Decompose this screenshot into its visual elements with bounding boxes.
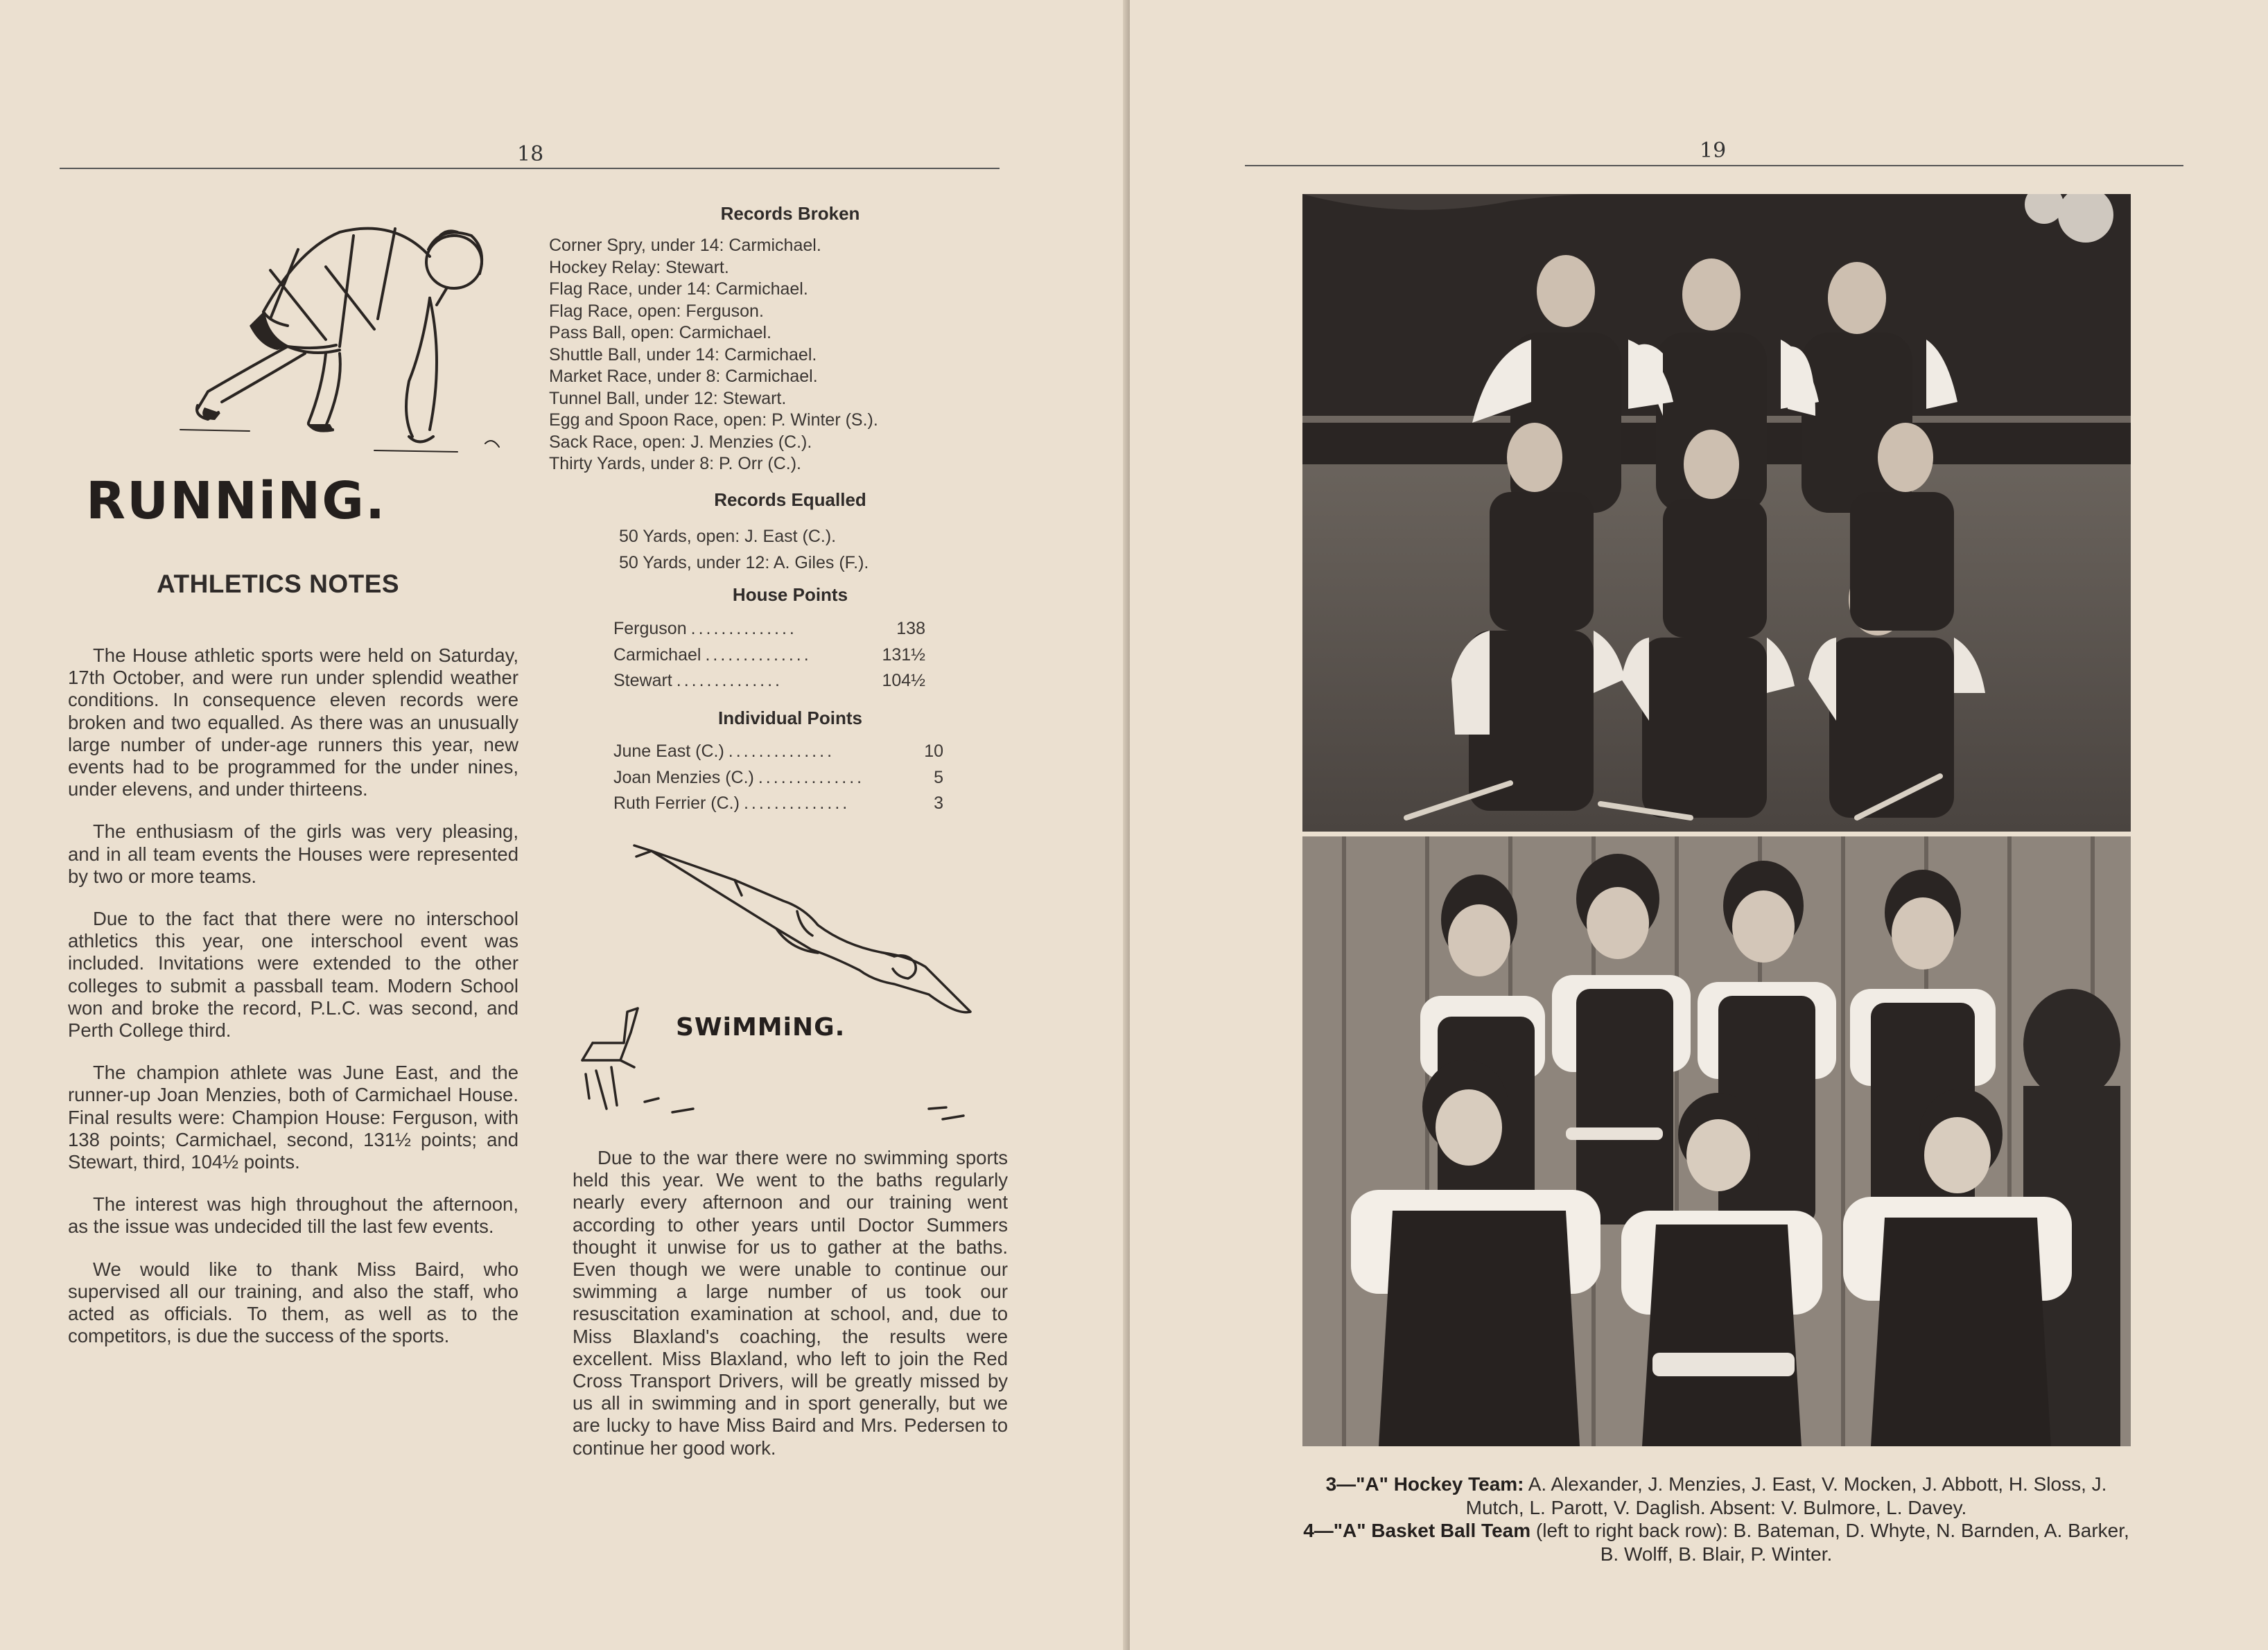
- caption-4-text: (left to right back row): B. Bateman, D. Whyte, N. Barnden, A. Barker, B. Wolff, B. Blair, P. Winter.: [1535, 1520, 2129, 1565]
- house-points-value: 138: [896, 619, 925, 638]
- list-item: Hockey Relay: Stewart.: [549, 257, 729, 277]
- athlete-points: 5: [934, 767, 943, 787]
- list-item: Flag Race, under 14: Carmichael.: [549, 279, 808, 299]
- caption-3: [1296, 1473, 2136, 1519]
- list-item: Market Race, under 8: Carmichael.: [549, 367, 818, 386]
- table-row: June East (C.) .............. 10: [613, 739, 943, 765]
- caption-3-label: 3—"A" Hockey Team:: [1325, 1473, 1524, 1495]
- house-points-table: [613, 616, 925, 694]
- swimming-hand-lettering: SWiMMiNG.: [676, 1013, 846, 1042]
- records-equalled-list: [619, 523, 869, 576]
- house-name: Carmichael: [613, 644, 701, 665]
- table-row: Ferguson .............. 138: [613, 616, 925, 642]
- paragraph: The champion athlete was June East, and the runner-up Joan Menzies, both of Carmichael House. Final results were: Champion House: Ferguson, with 138 points; Carmichael, second, 131½ points; and Stewart, third, 104½ points.: [68, 1062, 518, 1173]
- paragraph: We would like to thank Miss Baird, who supervised all our training, and also the staff, who acted as officials. To them, as well as to the competitors, is due the success of the sports.: [68, 1258, 518, 1347]
- athlete-points: 10: [924, 741, 943, 761]
- swimming-body: [573, 1147, 1008, 1459]
- header-rule: [60, 168, 1000, 169]
- paragraph: The interest was high throughout the afternoon, as the issue was undecided till the last few events.: [68, 1193, 518, 1238]
- athlete-points: 3: [934, 793, 943, 813]
- house-name: Stewart: [613, 671, 672, 690]
- house-name: Ferguson: [613, 619, 687, 638]
- list-item: 50 Yards, open: J. East (C.).: [619, 527, 837, 546]
- photo-caption: [1296, 1473, 2136, 1565]
- page-number: 19: [1700, 139, 1727, 163]
- list-item: Shuttle Ball, under 14: Carmichael.: [549, 344, 817, 365]
- athletics-notes-title: ATHLETICS NOTES: [157, 570, 400, 598]
- caption-4: [1296, 1519, 2136, 1565]
- hockey-team-photo: [1302, 194, 2131, 832]
- table-row: Joan Menzies (C.) .............. 5: [613, 765, 943, 791]
- paragraph: The House athletic sports were held on Saturday, 17th October, and were run under splendid weather conditions. In consequence eleven records were broken and two equalled. As there was an unusually large number of under-age runners this year, new events had to be programmed for the under nines, under elevens, and under thirteens.: [68, 644, 518, 800]
- list-item: Tunnel Ball, under 12: Stewart.: [549, 388, 787, 408]
- records-equalled-title: Records Equalled: [714, 489, 866, 510]
- left-page: [0, 0, 1127, 1650]
- list-item: Thirty Yards, under 8: P. Orr (C.).: [549, 454, 802, 473]
- basketball-team-photo: [1302, 836, 2131, 1446]
- running-girl-illustration: [166, 208, 513, 485]
- athlete-name: Joan Menzies (C.): [613, 767, 754, 787]
- table-row: Carmichael .............. 131½: [613, 642, 925, 669]
- athlete-name: Ruth Ferrier (C.): [613, 793, 740, 813]
- house-points-title: House Points: [732, 584, 848, 605]
- records-broken-list: [549, 235, 1020, 475]
- diver-illustration: [568, 832, 998, 1136]
- list-item: 50 Yards, under 12: A. Giles (F.).: [619, 553, 869, 572]
- caption-3-text: A. Alexander, J. Menzies, J. East, V. Mocken, J. Abbott, H. Sloss, J. Mutch, L. Parott, V. Daglish. Absent: V. Bulmore, L. Davey.: [1465, 1473, 2107, 1518]
- running-hand-lettering: RUNNiNG.: [86, 471, 387, 531]
- list-item: Egg and Spoon Race, open: P. Winter (S.).: [549, 410, 878, 430]
- records-broken-title: Records Broken: [720, 203, 860, 224]
- individual-points-title: Individual Points: [717, 708, 862, 728]
- athletics-notes-body: [68, 644, 518, 1347]
- paragraph: Due to the war there were no swimming sports held this year. We went to the baths regularly nearly every afternoon and our training went according to other years until Doctor Summers thought it unwise for us to gather at the baths. Even though we were unable to continue our swimming a large number of us took our resuscitation examination at school, and, due to Miss Blaxland's coaching, the results were excellent. Miss Blaxland, who left to join the Red Cross Transport Drivers, will be greatly missed by us all in swimming and in sport generally, but we are lucky to have Miss Baird and Mrs. Pedersen to continue her good work.: [573, 1147, 1008, 1459]
- paragraph: The enthusiasm of the girls was very pleasing, and in all team events the Houses were represented by two or more teams.: [68, 820, 518, 887]
- house-points-value: 104½: [882, 671, 925, 690]
- list-item: Sack Race, open: J. Menzies (C.).: [549, 432, 812, 452]
- caption-4-label: 4—"A" Basket Ball Team: [1303, 1520, 1531, 1541]
- house-points-value: 131½: [882, 644, 925, 665]
- list-item: Pass Ball, open: Carmichael.: [549, 323, 771, 342]
- page-number: 18: [517, 142, 544, 166]
- individual-points-table: [613, 739, 943, 817]
- athlete-name: June East (C.): [613, 741, 724, 761]
- list-item: Flag Race, open: Ferguson.: [549, 301, 764, 321]
- header-rule: [1245, 165, 2183, 166]
- list-item: Corner Spry, under 14: Carmichael.: [549, 236, 821, 255]
- table-row: Ruth Ferrier (C.) .............. 3: [613, 791, 943, 817]
- table-row: Stewart .............. 104½: [613, 668, 925, 694]
- paragraph: Due to the fact that there were no interschool athletics this year, one interschool event was included. Invitations were extended to the other colleges to submit a passball team. Modern School won and broke the record, P.L.C. was second, and Perth College third.: [68, 908, 518, 1042]
